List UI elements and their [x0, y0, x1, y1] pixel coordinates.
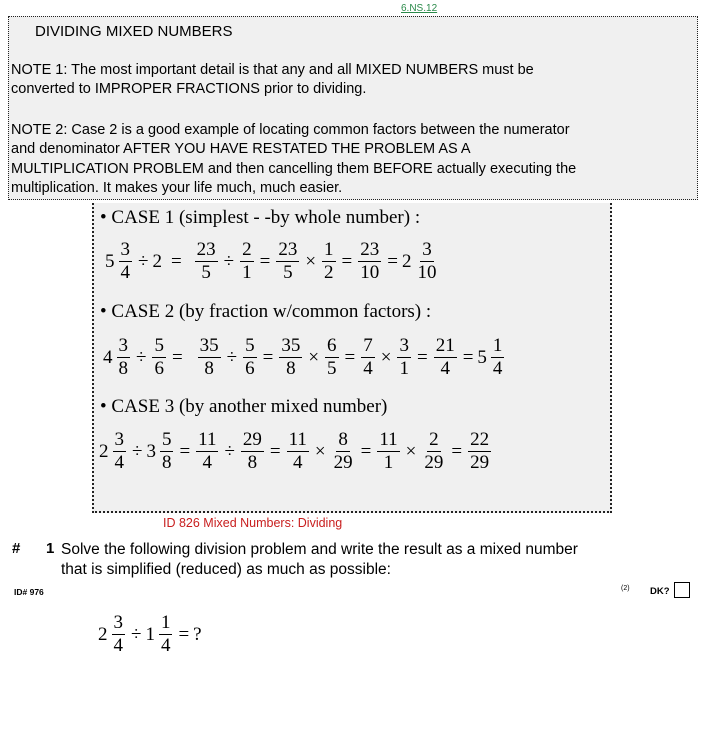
note2-line2: and denominator AFTER YOU HAVE RESTATED THE PROBLEM AS A [11, 141, 471, 157]
question-line1: Solve the following division problem and write the result as a mixed number [61, 541, 578, 558]
case3-heading: • CASE 3 (by another mixed number) [100, 396, 388, 417]
notes-box [8, 16, 698, 200]
question-line2: that is simplified (reduced) as much as possible: [61, 561, 391, 578]
id-caption: ID 826 Mixed Numbers: Dividing [163, 516, 343, 530]
note1-line1: NOTE 1: The most important detail is that any and all MIXED NUMBERS must be [11, 62, 534, 78]
dk-checkbox[interactable] [674, 582, 690, 598]
problem-expression: 2 $\frac{3}{4}$ ÷ 1 $\frac{1}{4}$ = ? [98, 612, 202, 656]
case3-equation: 2 $\frac{3}{4}$ ÷ 3 $\frac{5}{8}$ = $\frac{11}{4}$ ÷ $\frac{29}{8}$ = $\frac{11}{4}$ × $\frac{8}{29}$ = $\frac{11}{1}$ × $\frac{2}{29}$ = $\frac{22}{29}$ [99, 429, 490, 473]
case1-heading: • CASE 1 (simplest - -by whole number) : [100, 207, 421, 228]
dk-label: DK? [650, 586, 670, 597]
question-number: 1 [46, 540, 55, 557]
case1-equation: 5 $\frac{3}{4}$ ÷ 2 = $\frac{23}{5}$ ÷ $\frac{2}{1}$ = $\frac{23}{5}$ × $\frac{1}{2}$ = $\frac{23}{10}$ = 2 $\frac{3}{10}$ [105, 239, 437, 283]
note2-line1: NOTE 2: Case 2 is a good example of locating common factors between the numerator [11, 122, 570, 138]
standard-code: 6.NS.12 [401, 3, 438, 14]
cases-box [92, 203, 612, 513]
question-hash: # [12, 540, 21, 557]
notes-title: DIVIDING MIXED NUMBERS [35, 23, 233, 40]
question-id: ID# 976 [14, 587, 44, 597]
question-text [61, 540, 578, 580]
note2-line4: multiplication. It makes your life much, much easier. [11, 180, 343, 196]
note2-line3: MULTIPLICATION PROBLEM and then cancelling them BEFORE actually executing the [11, 161, 577, 177]
case2-equation: 4 $\frac{3}{8}$ ÷ $\frac{5}{6}$ = $\frac{35}{8}$ ÷ $\frac{5}{6}$ = $\frac{35}{8}$ × $\frac{6}{5}$ = $\frac{7}{4}$ × $\frac{3}{1}$ = $\frac{21}{4}$ = 5 $\frac{1}{4}$ [103, 335, 503, 379]
points-label: (2) [621, 585, 630, 592]
note1-line2: converted to IMPROPER FRACTIONS prior to dividing. [11, 81, 367, 97]
case2-heading: • CASE 2 (by fraction w/common factors) : [100, 301, 432, 322]
